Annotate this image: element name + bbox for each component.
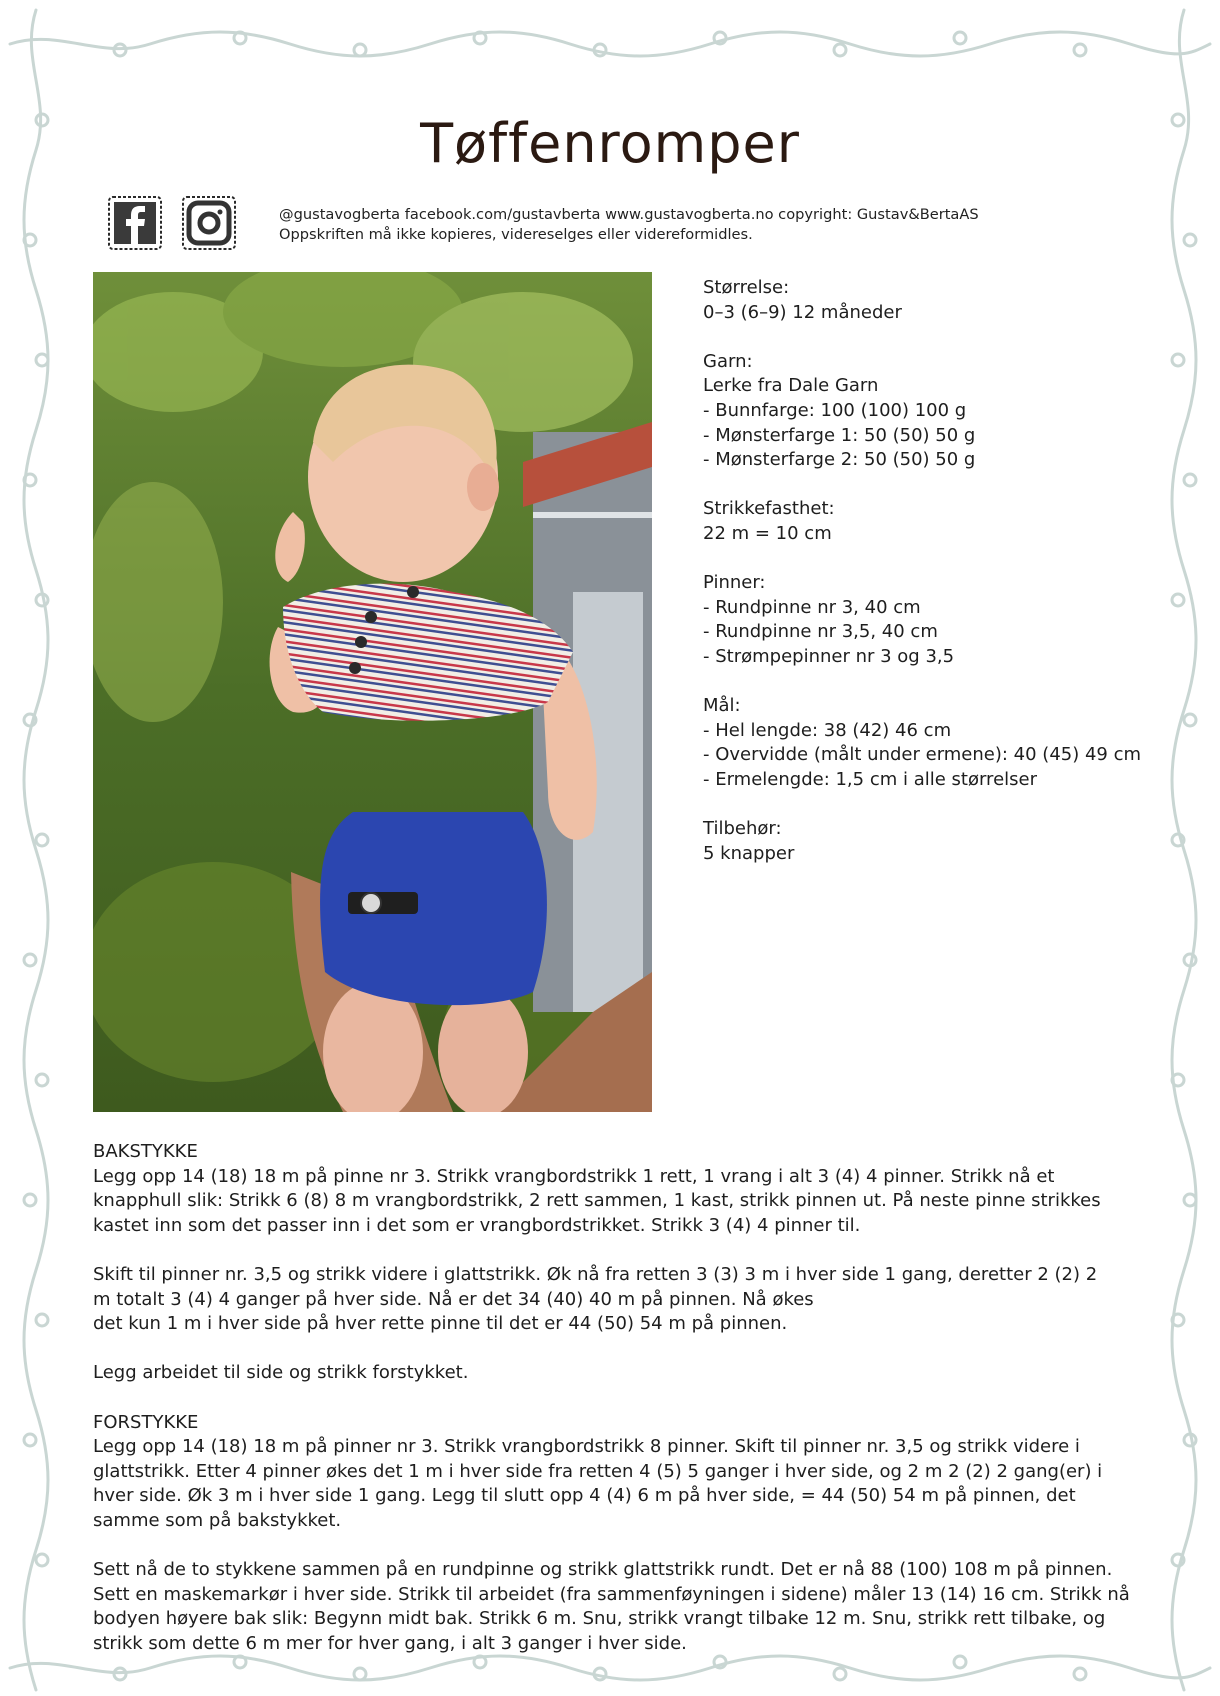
text-line: BAKSTYKKE xyxy=(93,1141,198,1162)
credits-line: @gustavogberta facebook.com/gustavberta www.gustavogberta.no copyright: Gustav&BertaAS xyxy=(279,206,979,223)
text-line: strikk som dette 6 m mer for hver gang, i alt 3 ganger i hver side. xyxy=(93,1632,687,1654)
spec-group xyxy=(703,276,1173,325)
text-line: kastet inn som det passer inn i det som er vrangbordstrikket. Strikk 3 (4) 4 pinner til. xyxy=(93,1214,861,1236)
copyright-notice: Oppskriften må ikke kopieres, videreselges eller videreformidles. xyxy=(279,226,753,243)
text-line: Sett nå de to stykkene sammen på en rundpinne og strikk glattstrikk rundt. Det er nå 88 (100) 108 m på pinnen. xyxy=(93,1559,1113,1581)
spec-heading: Størrelse: xyxy=(703,277,790,298)
text-line: glattstrikk. Etter 4 pinner økes det 1 m i hver side fra retten 4 (5) 5 ganger i hver side, og 2 m 2 (2) 2 gang(er) i xyxy=(93,1460,1103,1482)
spec-group xyxy=(703,694,1173,792)
text-line: m totalt 3 (4) 4 ganger på hver side. Nå er det 34 (40) 40 m på pinnen. Nå økes xyxy=(93,1288,814,1310)
spec-value: - Mønsterfarge 2: 50 (50) 50 g xyxy=(703,449,976,471)
spec-group xyxy=(703,571,1173,669)
credits xyxy=(279,205,979,245)
page-title: Tøffenromper xyxy=(420,112,800,175)
spec-heading: Pinner: xyxy=(703,572,766,594)
spec-value: - Ermelengde: 1,5 cm i alle størrelser xyxy=(703,768,1037,790)
spec-group xyxy=(703,817,1173,866)
spec-value: - Mønsterfarge 1: 50 (50) 50 g xyxy=(703,424,976,446)
spec-value: - Bunnfarge: 100 (100) 100 g xyxy=(703,399,967,421)
spec-group xyxy=(703,497,1173,546)
text-line: Legg arbeidet til side og strikk forstykket. xyxy=(93,1362,469,1384)
spec-value: Lerke fra Dale Garn xyxy=(703,375,879,397)
spec-value: - Hel lengde: 38 (42) 46 cm xyxy=(703,719,952,741)
paragraph xyxy=(93,1361,1153,1386)
spec-value: 22 m = 10 cm xyxy=(703,522,832,544)
paragraph xyxy=(93,1411,1153,1534)
spec-value: 0–3 (6–9) 12 måneder xyxy=(703,301,902,323)
facebook-icon[interactable] xyxy=(108,196,162,250)
text-line: Sett en maskemarkør i hver side. Strikk til arbeidet (fra sammenføyningen i sidene) måler 13 (14) 16 cm. Strikk nå xyxy=(93,1583,1130,1605)
text-line: hver side. Øk 3 m i hver side 1 gang. Legg til slutt opp 4 (4) 6 m på hver side, = 44 (50) 54 m på pinnen, det xyxy=(93,1485,1076,1507)
text-line: FORSTYKKE xyxy=(93,1411,199,1433)
spec-heading: Tilbehør: xyxy=(703,818,782,840)
paragraph xyxy=(93,1558,1153,1656)
paragraph xyxy=(93,1140,1153,1238)
paragraph xyxy=(93,1263,1153,1337)
spec-heading: Strikkefasthet: xyxy=(703,498,835,520)
spec-value: - Rundpinne nr 3, 40 cm xyxy=(703,596,921,618)
instructions xyxy=(93,1140,1153,1681)
spec-value: - Rundpinne nr 3,5, 40 cm xyxy=(703,621,938,643)
text-line: Legg opp 14 (18) 18 m på pinne nr 3. Strikk vrangbordstrikk 1 rett, 1 vrang i alt 3 (4) 4 pinner. Strikk nå et xyxy=(93,1165,1055,1187)
spec-heading: Garn: xyxy=(703,350,753,372)
baby-photo xyxy=(93,272,652,1112)
specifications xyxy=(703,276,1173,891)
text-line: det kun 1 m i hver side på hver rette pinne til det er 44 (50) 54 m på pinnen. xyxy=(93,1313,788,1335)
spec-group xyxy=(703,350,1173,473)
spec-value: - Overvidde (målt under ermene): 40 (45) 49 cm xyxy=(703,744,1142,766)
instagram-icon[interactable] xyxy=(182,196,236,250)
text-line: bodyen høyere bak slik: Begynn midt bak. Strikk 6 m. Snu, strikk vrangt tilbake 12 m. Snu, strikk rett tilbake, og xyxy=(93,1608,1106,1630)
text-line: samme som på bakstykket. xyxy=(93,1509,342,1531)
text-line: Skift til pinner nr. 3,5 og strikk videre i glattstrikk. Øk nå fra retten 3 (3) 3 m i hver side 1 gang, deretter 2 (2) 2 xyxy=(93,1263,1098,1285)
text-line: Legg opp 14 (18) 18 m på pinner nr 3. Strikk vrangbordstrikk 8 pinner. Skift til pinner nr. 3,5 og strikk videre i xyxy=(93,1436,1080,1458)
spec-value: 5 knapper xyxy=(703,842,795,864)
spec-value: - Strømpepinner nr 3 og 3,5 xyxy=(703,645,955,667)
text-line: knapphull slik: Strikk 6 (8) 8 m vrangbordstrikk, 2 rett sammen, 1 kast, strikk pinnen ut. På neste pinne strikkes xyxy=(93,1190,1101,1212)
spec-heading: Mål: xyxy=(703,695,741,717)
